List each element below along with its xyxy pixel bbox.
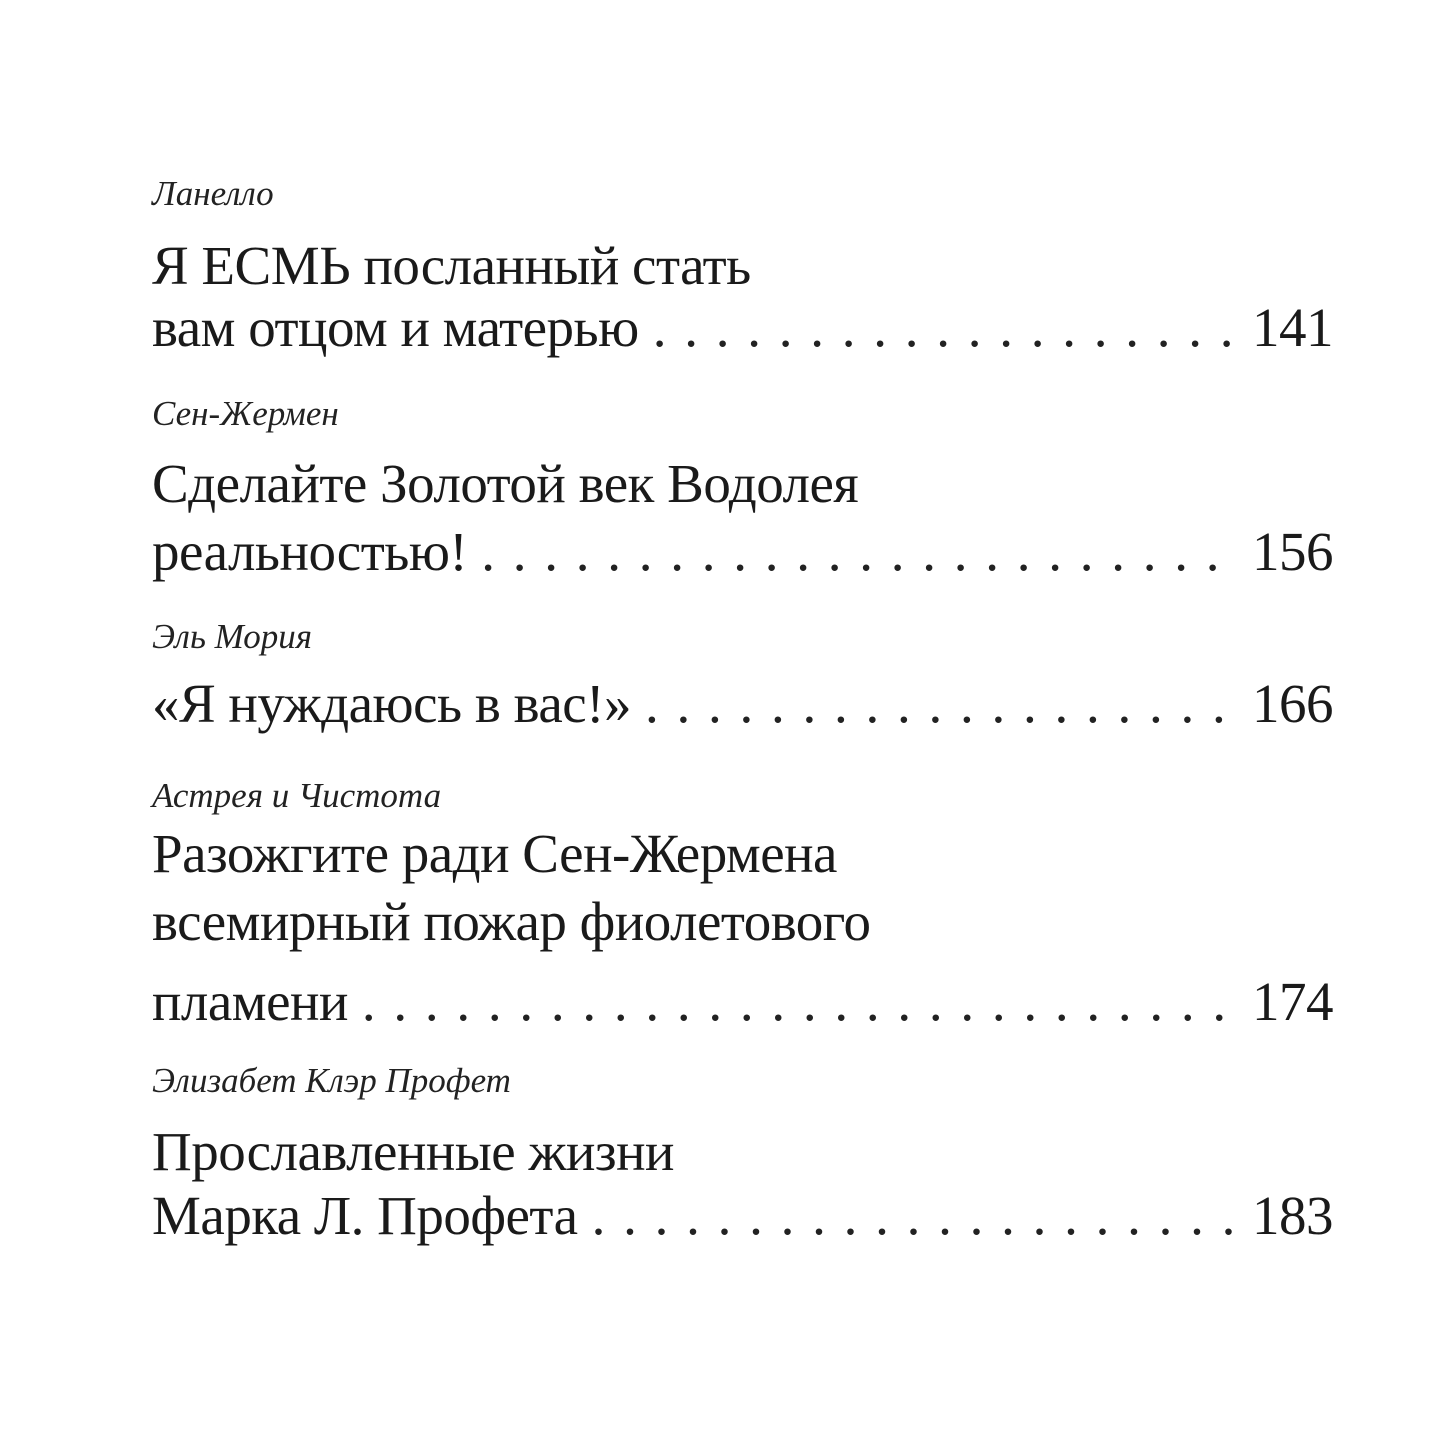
entry-author: Эль Мория bbox=[152, 617, 313, 656]
entry-title-line: Я ЕСМЬ посланный стать bbox=[152, 235, 751, 296]
entry-title-line: Марка Л. Профета bbox=[152, 1185, 578, 1246]
entry-title-line: реальностью! bbox=[152, 521, 468, 582]
entry-title-line: Прославленные жизни bbox=[152, 1121, 674, 1182]
entry-last-line bbox=[152, 1185, 1333, 1246]
entry-title-line: Сделайте Золотой век Водолея bbox=[152, 453, 859, 514]
entry-last-line bbox=[152, 521, 1333, 582]
entry-title-line: пламени bbox=[152, 971, 348, 1032]
entry-author: Сен-Жермен bbox=[152, 394, 339, 433]
entry-last-line bbox=[152, 297, 1333, 358]
entry-last-line bbox=[152, 971, 1333, 1032]
page-number: 174 bbox=[1252, 971, 1333, 1032]
dot-leader bbox=[645, 676, 1238, 731]
entry-title-line: «Я нуждаюсь в вас!» bbox=[152, 673, 631, 734]
entry-author: Элизабет Клэр Профет bbox=[152, 1061, 511, 1100]
entry-title-line: всемирный пожар фиолетового bbox=[152, 891, 871, 952]
page-number: 183 bbox=[1252, 1185, 1333, 1246]
page-number: 156 bbox=[1252, 521, 1333, 582]
dot-leader bbox=[481, 524, 1238, 579]
entry-author: Ланелло bbox=[152, 174, 274, 213]
dot-leader bbox=[592, 1188, 1238, 1243]
entry-title-line: вам отцом и матерью bbox=[152, 297, 639, 358]
entry-last-line bbox=[152, 673, 1333, 734]
entry-author: Астрея и Чистота bbox=[152, 776, 442, 815]
entry-title-line: Разожгите ради Сен-Жермена bbox=[152, 823, 837, 884]
page-number: 166 bbox=[1252, 673, 1333, 734]
dot-leader bbox=[362, 974, 1238, 1029]
dot-leader bbox=[653, 300, 1238, 355]
page-number: 141 bbox=[1252, 297, 1333, 358]
